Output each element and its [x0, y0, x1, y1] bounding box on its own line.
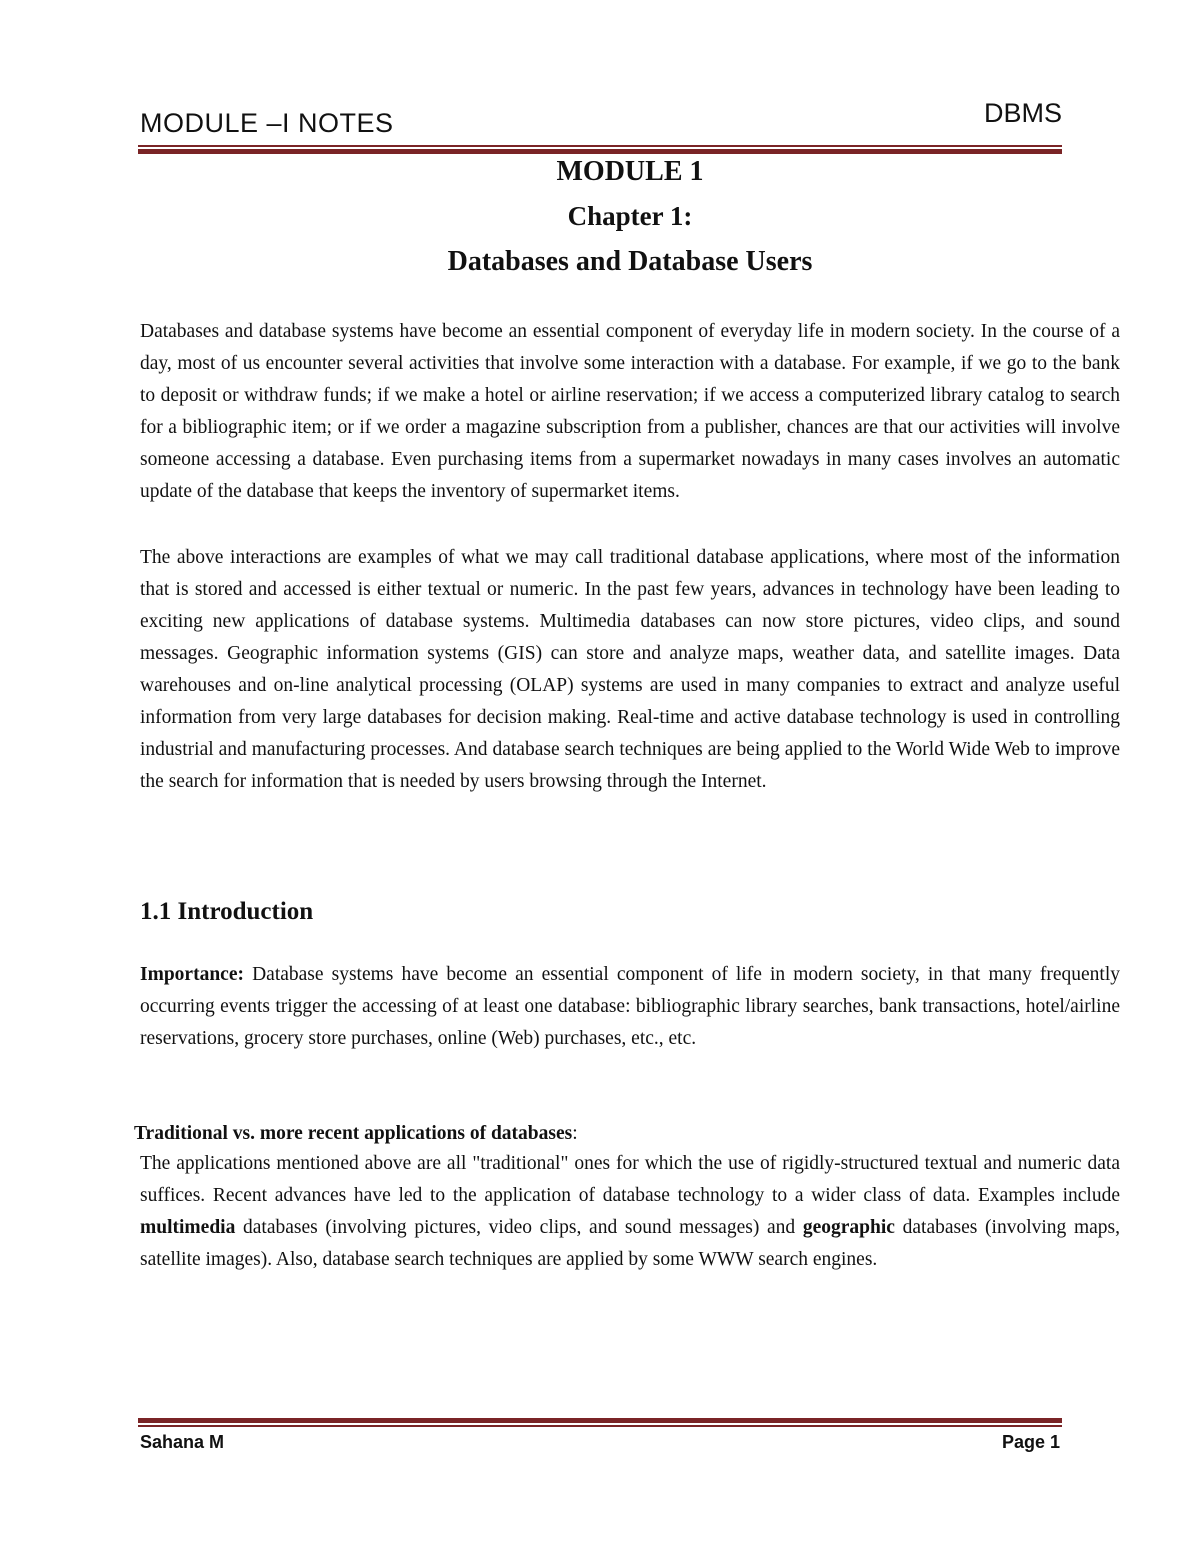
traditional-colon: : [572, 1123, 578, 1144]
section-heading-introduction: 1.1 Introduction [140, 898, 314, 925]
traditional-paragraph [140, 1148, 1120, 1276]
header-rule-thick [138, 149, 1062, 154]
footer-rule-thick [138, 1418, 1062, 1423]
module-title: MODULE 1 [556, 156, 704, 187]
intro-paragraph-1: Databases and database systems have become an essential component of everyday life in modern society. In the course of a day, most of us encounter several activities that involve some interaction with a database. For example, if we go to the bank to deposit or withdraw funds; if we make a hotel or airline reservation; if we access a computerized library catalog to search for a bibliographic item; or if we order a magazine subscription from a publisher, chances are that our activities will involve someone accessing a database. Even purchasing items from a supermarket nowadays in many cases involves an automatic update of the database that keeps the inventory of supermarket items. [140, 321, 1120, 502]
footer-author: Sahana M [140, 1432, 225, 1452]
importance-text: Database systems have become an essential component of life in modern society, in that many frequently occurring events trigger the accessing of at least one database: bibliographic library searches, bank transactions, hotel/airline reservations, grocery store purchases, online (Web) purchases, etc., etc. [140, 964, 1120, 1049]
footer-page-number: Page 1 [1001, 1432, 1060, 1452]
geographic-term: geographic [802, 1217, 895, 1238]
importance-label: Importance: [140, 964, 244, 985]
chapter-subtitle: Databases and Database Users [447, 246, 813, 277]
intro-paragraph-2: The above interactions are examples of what we may call traditional database applications, where most of the information that is stored and accessed is either textual or numeric. In the past few years, advances in technology have been leading to exciting new applications of database systems. Multimedia databases can now store pictures, video clips, and sound messages. Geographic information systems (GIS) can store and analyze maps, weather data, and satellite images. Data warehouses and on-line analytical processing (OLAP) systems are used in many companies to extract and analyze useful information from very large databases for decision making. Real-time and active database technology is used in controlling industrial and manufacturing processes. And database search techniques are being applied to the World Wide Web to improve the search for information that is needed by users browsing through the Internet. [140, 547, 1120, 792]
header-module-notes: MODULE –I NOTES [140, 108, 394, 138]
traditional-text-2: databases (involving pictures, video clips, and sound messages) and [235, 1217, 803, 1238]
traditional-heading-line [134, 1118, 578, 1150]
chapter-title: Chapter 1: [567, 201, 693, 231]
footer-rule-thin [138, 1425, 1062, 1427]
importance-paragraph [140, 959, 1120, 1055]
header-rule-thin [138, 145, 1062, 147]
traditional-text-3: databases (involving maps, satellite images). Also, database search techniques are applied by some WWW search engines. [140, 1217, 1120, 1270]
multimedia-term: multimedia [140, 1217, 236, 1238]
traditional-heading: Traditional vs. more recent applications of databases [134, 1123, 573, 1144]
traditional-text-1: The applications mentioned above are all "traditional" ones for which the use of rigidly-structured textual and numeric data suffices. Recent advances have led to the application of database technology to a wider class of data. Examples include [140, 1153, 1120, 1206]
header-subject: DBMS [983, 98, 1062, 128]
